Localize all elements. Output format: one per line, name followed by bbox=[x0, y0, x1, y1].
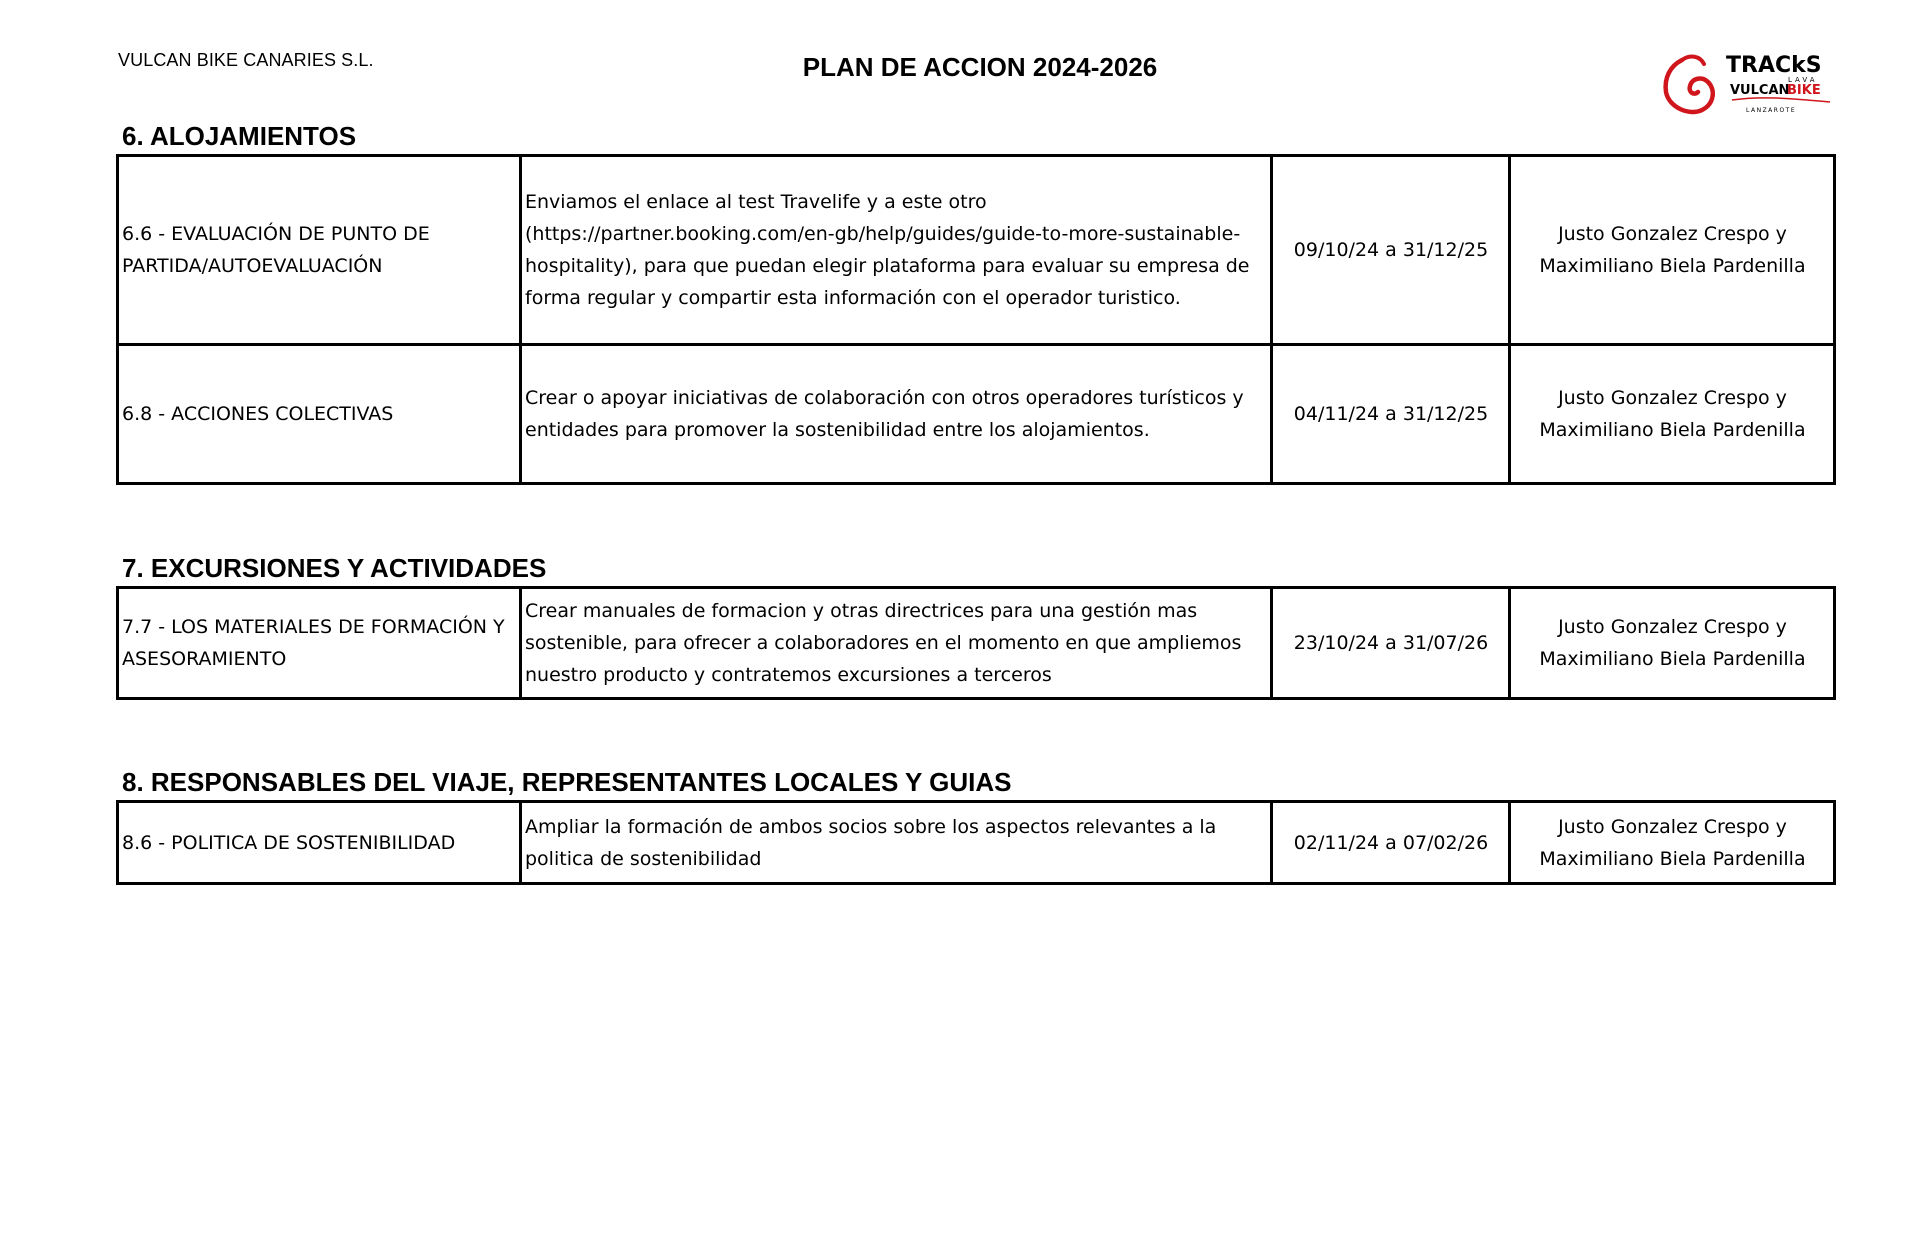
responsible-line-2: Maximiliano Biela Pardenilla bbox=[1539, 847, 1806, 870]
responsible-line-2: Maximiliano Biela Pardenilla bbox=[1539, 255, 1806, 277]
company-name: VULCAN BIKE CANARIES S.L. bbox=[118, 50, 374, 70]
table-row bbox=[118, 802, 1835, 884]
item-cell: 7.7 - LOS MATERIALES DE FORMACIÓN Y ASESORAMIENTO bbox=[118, 588, 521, 699]
responsible-line-1: Justo Gonzalez Crespo y bbox=[1558, 387, 1787, 409]
responsible-line-1: Justo Gonzalez Crespo y bbox=[1558, 616, 1787, 638]
responsible-cell bbox=[1510, 802, 1835, 884]
responsible-line-1: Justo Gonzalez Crespo y bbox=[1558, 815, 1787, 838]
table-row bbox=[118, 588, 1835, 699]
date-range-cell: 09/10/24 a 31/12/25 bbox=[1272, 156, 1510, 345]
responsible-cell bbox=[1510, 588, 1835, 699]
section-title-excursiones: 7. EXCURSIONES Y ACTIVIDADES bbox=[122, 553, 547, 583]
description-cell: Enviamos el enlace al test Travelife y a este otro (https://partner.booking.com/en-gb/help/guides/guide-to-more-sustainable-hospitality), para que puedan elegir plataforma para evaluar su empresa de forma regular y compartir esta información con el operador turistico. bbox=[521, 156, 1272, 345]
responsible-cell bbox=[1510, 156, 1835, 345]
section-title-responsables: 8. RESPONSABLES DEL VIAJE, REPRESENTANTES LOCALES Y GUIAS bbox=[122, 767, 1012, 797]
table-row bbox=[118, 156, 1835, 345]
section-title-alojamientos: 6. ALOJAMIENTOS bbox=[122, 121, 357, 151]
logo-text-tracks: TRACkS bbox=[1726, 53, 1822, 78]
logo-text-lava: LAVA bbox=[1788, 76, 1818, 84]
bull-horns-icon bbox=[1666, 60, 1713, 112]
table-row bbox=[118, 345, 1835, 484]
table-excursiones bbox=[116, 586, 1836, 700]
tracks-vulcan-bike-logo bbox=[1660, 52, 1840, 120]
table-responsables bbox=[116, 800, 1836, 885]
description-cell: Ampliar la formación de ambos socios sobre los aspectos relevantes a la politica de sostenibilidad bbox=[521, 802, 1272, 884]
responsible-cell bbox=[1510, 345, 1835, 484]
logo-text-vulcan: VULCAN bbox=[1730, 83, 1790, 98]
date-range-cell: 02/11/24 a 07/02/26 bbox=[1272, 802, 1510, 884]
responsible-line-2: Maximiliano Biela Pardenilla bbox=[1539, 648, 1806, 670]
logo-text-lanzarote: LANZAROTE bbox=[1746, 107, 1797, 114]
item-cell: 8.6 - POLITICA DE SOSTENIBILIDAD bbox=[118, 802, 521, 884]
description-cell: Crear o apoyar iniciativas de colaboración con otros operadores turísticos y entidades para promover la sostenibilidad entre los alojamientos. bbox=[521, 345, 1272, 484]
date-range-cell: 04/11/24 a 31/12/25 bbox=[1272, 345, 1510, 484]
table-alojamientos bbox=[116, 154, 1836, 485]
document-title: PLAN DE ACCION 2024-2026 bbox=[802, 52, 1158, 82]
date-range-cell: 23/10/24 a 31/07/26 bbox=[1272, 588, 1510, 699]
item-cell: 6.6 - EVALUACIÓN DE PUNTO DE PARTIDA/AUTOEVALUACIÓN bbox=[118, 156, 521, 345]
responsible-line-2: Maximiliano Biela Pardenilla bbox=[1539, 419, 1806, 441]
responsible-line-1: Justo Gonzalez Crespo y bbox=[1558, 223, 1787, 245]
logo-text-bike: BIKE bbox=[1787, 83, 1821, 98]
item-cell: 6.8 - ACCIONES COLECTIVAS bbox=[118, 345, 521, 484]
description-cell: Crear manuales de formacion y otras directrices para una gestión mas sostenible, para ofrecer a colaboradores en el momento en que ampliemos nuestro producto y contratemos excursiones a terceros bbox=[521, 588, 1272, 699]
